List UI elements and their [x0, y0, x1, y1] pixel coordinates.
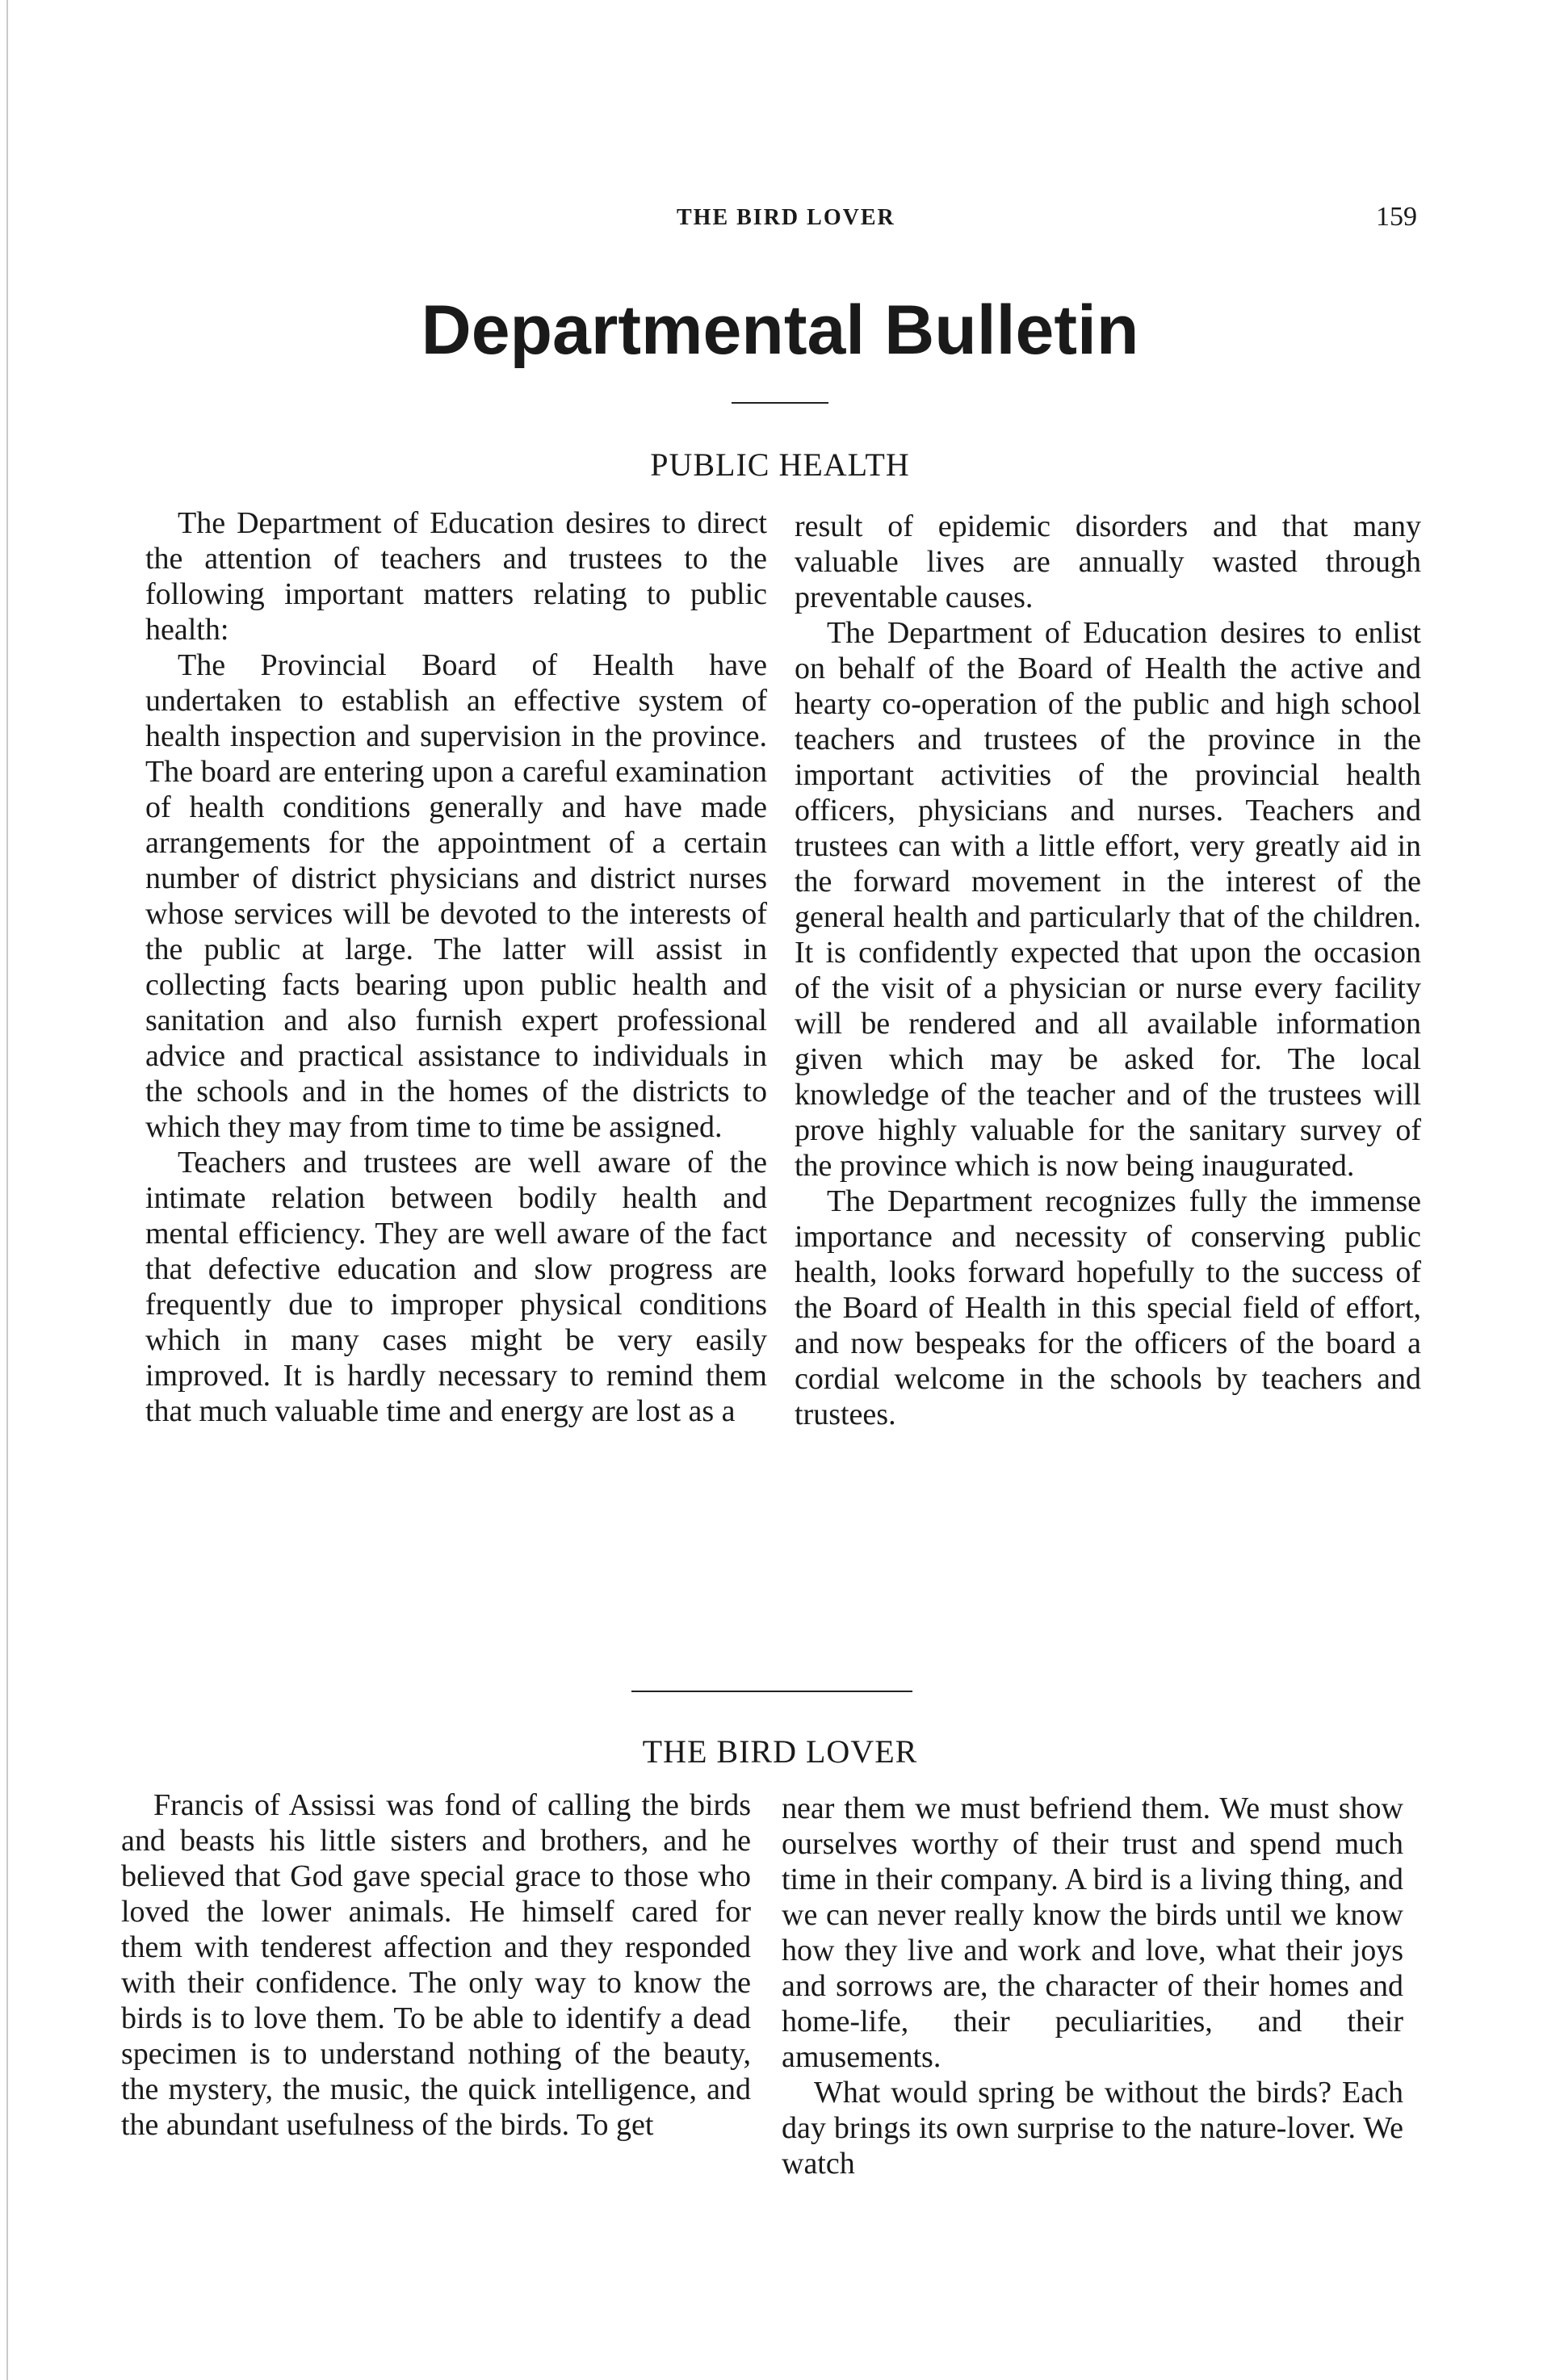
paragraph: Francis of Assissi was fond of calling the birds and beasts his little sisters and brothers, and he believed that God gave special grace to those who loved the lower animals. He himself cared for them with tenderest affection and they responded with their confidence. The only way to know the birds is to love them. To be able to identify a dead specimen is to understand nothing of the beauty, the mystery, the music, the quick intelligence, and the abundant usefulness of the birds. To get — [121, 1788, 751, 2142]
bird-lover-left-column — [121, 1787, 751, 2143]
paragraph: The Department recognizes fully the immense importance and necessity of conserving public health, looks forward hopefully to the success of the Board of Health in this special field of effort, and now bespeaks for the officers of the board a cordial welcome in the schools by teachers and trustees. — [795, 1184, 1421, 1431]
title-divider — [732, 402, 828, 404]
page-title: Departmental Bulletin — [421, 291, 1139, 369]
paragraph: The Department of Education desires to direct the attention of teachers and trustees to the following important matters relating to public health: — [145, 506, 767, 647]
paragraph: What would spring be without the birds? Each day brings its own surprise to the nature-lover. We watch — [782, 2076, 1403, 2181]
paragraph-continuation: result of epidemic disorders and that many valuable lives are annually wasted through preventable causes. — [795, 509, 1421, 614]
section-heading-public-health: PUBLIC HEALTH — [650, 446, 910, 483]
paragraph-continuation: near them we must befriend them. We must show ourselves worthy of their trust and spend much time in their company. A bird is a living thing, and we can never really know the birds until we know how they live and work and love, what their joys and sorrows are, the character of their homes and home-life, their peculiarities, and their amusements. — [782, 1791, 1403, 2074]
public-health-right-column — [795, 509, 1421, 1432]
page-number: 159 — [1376, 202, 1417, 232]
section-divider — [631, 1691, 912, 1692]
paragraph: The Provincial Board of Health have undertaken to establish an effective system of health inspection and supervision in the province. The board are entering upon a careful examination of health conditions generally and have made arrangements for the appointment of a certain number of district physicians and district nurses whose services will be devoted to the interests of the public at large. The latter will assist in collecting facts bearing upon public health and sanitation and also furnish expert professional advice and practical assistance to individuals in the schools and in the homes of the districts to which they may from time to time be assigned. — [145, 648, 767, 1144]
public-health-left-column — [145, 505, 767, 1429]
section-heading-bird-lover: THE BIRD LOVER — [642, 1733, 918, 1770]
bird-lover-right-column — [782, 1791, 1403, 2181]
running-head: THE BIRD LOVER — [677, 205, 895, 230]
paragraph: Teachers and trustees are well aware of the intimate relation between bodily health and mental efficiency. They are well aware of the fact that defective education and slow progress are frequently due to improper physical conditions which in many cases might be very easily improved. It is hardly necessary to remind them that much valuable time and energy are lost as a — [145, 1146, 767, 1428]
paragraph: The Department of Education desires to enlist on behalf of the Board of Health the active and hearty co-operation of the public and high school teachers and trustees of the province in the important activities of the provincial health officers, physicians and nurses. Teachers and trustees can with a little effort, very greatly aid in the forward movement in the interest of the general health and particularly that of the children. It is confidently expected that upon the occasion of the visit of a physician or nurse every facility will be rendered and all available information given which may be asked for. The local knowledge of the teacher and of the trustees will prove highly valuable for the sanitary survey of the province which is now being inaugurated. — [795, 616, 1421, 1183]
